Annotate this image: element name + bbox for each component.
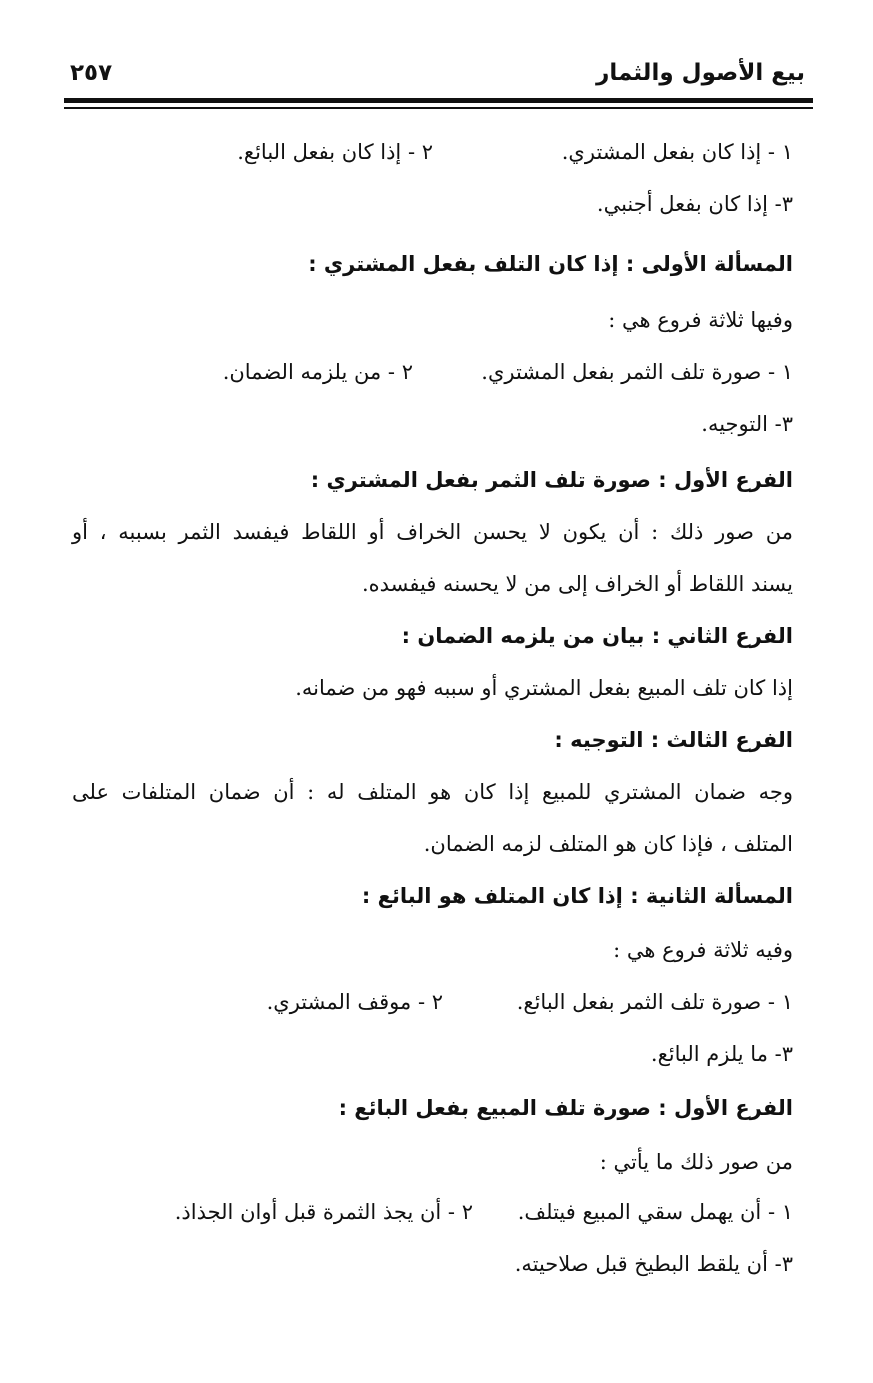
paragraph: وفيها ثلاثة فروع هي : bbox=[608, 308, 793, 332]
list-item-3: ٣- إذا كان بفعل أجنبي. bbox=[596, 192, 793, 216]
list-item-1: ١ - أن يهمل سقي المبيع فيتلف. bbox=[517, 1200, 793, 1224]
list-item-2: ٢ - من يلزمه الضمان. bbox=[222, 360, 413, 384]
list-item-1: ١ - إذا كان بفعل المشتري. bbox=[561, 140, 793, 164]
subsection-heading: الفرع الأول : صورة تلف الثمر بفعل المشتري : bbox=[310, 468, 793, 492]
list-item-3: ٣- التوجيه. bbox=[701, 412, 793, 436]
subsection-heading: الفرع الأول : صورة تلف المبيع بفعل البائع : bbox=[338, 1096, 793, 1120]
list-item-2: ٢ - إذا كان بفعل البائع. bbox=[237, 140, 433, 164]
running-title: بيع الأصول والثمار bbox=[596, 60, 805, 86]
header-rule-thin bbox=[64, 107, 813, 109]
subsection-heading: الفرع الثاني : بيان من يلزمه الضمان : bbox=[401, 624, 793, 648]
section-heading: المسألة الثانية : إذا كان المتلف هو البائع : bbox=[361, 884, 793, 908]
paragraph-line: يسند اللقاط أو الخراف إلى من لا يحسنه فيفسده. bbox=[361, 572, 793, 596]
paragraph: إذا كان تلف المبيع بفعل المشتري أو سببه فهو من ضمانه. bbox=[295, 676, 793, 700]
list-item-3: ٣- أن يلقط البطيخ قبل صلاحيته. bbox=[514, 1252, 793, 1276]
page-header bbox=[64, 58, 809, 94]
list-item-1: ١ - صورة تلف الثمر بفعل البائع. bbox=[516, 990, 793, 1014]
list-item-2: ٢ - موقف المشتري. bbox=[266, 990, 443, 1014]
section-heading: المسألة الأولى : إذا كان التلف بفعل المشتري : bbox=[308, 252, 793, 276]
page-number: ٢٥٧ bbox=[70, 60, 113, 86]
paragraph: وفيه ثلاثة فروع هي : bbox=[613, 938, 793, 962]
paragraph: من صور ذلك ما يأتي : bbox=[599, 1150, 793, 1174]
paragraph-line: من صور ذلك : أن يكون لا يحسن الخراف أو اللقاط فيفسد الثمر بسببه ، أو bbox=[72, 520, 793, 544]
subsection-heading: الفرع الثالث : التوجيه : bbox=[554, 728, 793, 752]
list-item-1: ١ - صورة تلف الثمر بفعل المشتري. bbox=[481, 360, 793, 384]
paragraph-line: وجه ضمان المشتري للمبيع إذا كان هو المتلف له : أن ضمان المتلفات على bbox=[72, 780, 793, 804]
paragraph-line: المتلف ، فإذا كان هو المتلف لزمه الضمان. bbox=[423, 832, 793, 856]
list-item-2: ٢ - أن يجذ الثمرة قبل أوان الجذاذ. bbox=[174, 1200, 473, 1224]
header-rule-thick bbox=[64, 98, 813, 103]
list-item-3: ٣- ما يلزم البائع. bbox=[650, 1042, 793, 1066]
